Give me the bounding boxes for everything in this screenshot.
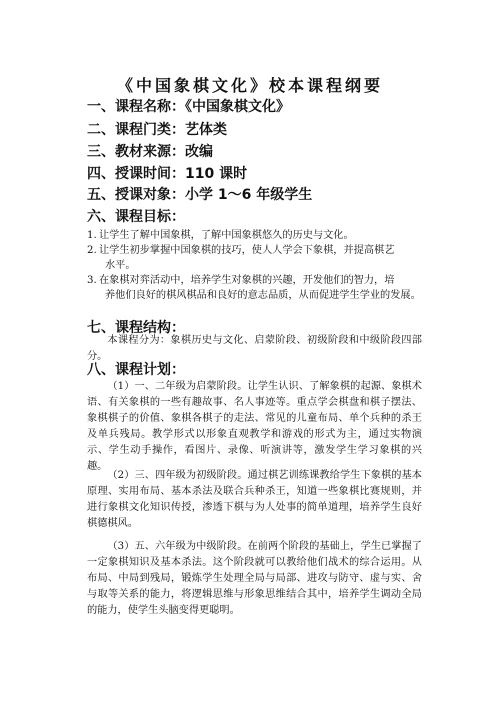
plan-paragraph-2: （2）三、四年级为初级阶段。通过棋艺训练课教给学生下象棋的基本原理、实用布局、基本杀法及联合兵种杀王，知道一些象棋比赛规则，并进行象棋文化知识传授，渗透下棋与为人处事的简单道理，培养学生良好棋德棋风。 (87, 470, 422, 529)
goal-number: 2. (87, 245, 97, 256)
goal-text: 让学生初步掌握中国象棋的技巧，使人人学会下象棋，并提高棋艺 (99, 245, 395, 256)
structure-paragraph: 本课程分为：象棋历史与文化、启蒙阶段、初级阶段和中级阶段四部分。 (87, 335, 422, 362)
document-title: 《中国象棋文化》校本课程纲要 (116, 76, 383, 95)
plan-paragraph-3: （3）五、六年级为中级阶段。在前两个阶段的基础上，学生已掌握了一定象棋知识及基本杀法。这个阶段就可以教给他们战术的综合运用。从布局、中局到残局，锻炼学生处理全局与局部、进攻与防守、虚与实、舍与取等关系的能力，将逻辑思维与形象思维结合其中，培养学生调动全局的能力，使学生头脑变得更聪明。 (87, 541, 422, 616)
plan-paragraph-1: （1）一、二年级为启蒙阶段。让学生认识、了解象棋的起源、象棋术语、有关象棋的一些有趣故事、名人事迹等。重点学会棋盘和棋子摆法、象棋棋子的价值、象棋各棋子的走法、常见的儿童布局、单个兵种的杀王及单兵残局。教学形式以形象直观教学和游戏的形式为主，通过实物演示、学生动手操作，看图片、录像、听演讲等，激发学生学习象棋的兴趣。 (87, 381, 422, 472)
goal-number: 1. (87, 230, 97, 241)
heading-course-structure: 七、课程结构： (87, 320, 185, 336)
goal-item-2 (87, 243, 437, 273)
heading-target-students: 五、授课对象：小学 1～6 年级学生 (87, 187, 313, 203)
goal-text-continued: 养他们良好的棋风棋品和良好的意志品质，从而促进学生学业的发展。 (105, 290, 421, 301)
heading-teaching-hours: 四、授课时间：110 课时 (87, 166, 248, 182)
heading-course-category: 二、课程门类：艺体类 (87, 122, 227, 138)
heading-course-name: 一、课程名称：《中国象棋文化》 (87, 99, 290, 115)
goal-text: 让学生了解中国象棋，了解中国象棋悠久的历史与文化。 (99, 230, 354, 241)
goal-text: 在象棋对弈活动中，培养学生对象棋的兴趣，开发他们的智力，培 (99, 275, 395, 286)
goal-number: 3. (87, 275, 97, 286)
goal-item-1 (87, 228, 437, 243)
heading-course-goals: 六、课程目标： (87, 209, 185, 225)
goal-item-3 (87, 273, 437, 303)
goal-text-continued: 水平。 (105, 260, 136, 271)
heading-course-plan: 八、课程计划： (87, 362, 185, 378)
heading-textbook-source: 三、教材来源：改编 (87, 144, 213, 160)
